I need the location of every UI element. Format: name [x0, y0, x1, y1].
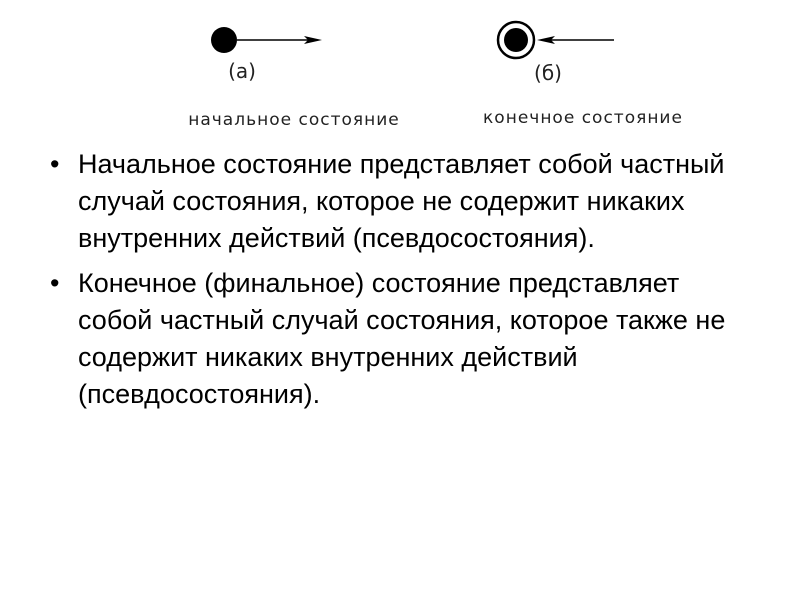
bullet-dot-icon: •	[50, 149, 60, 179]
initial-state-figure	[188, 27, 400, 130]
bullet-text-initial-state: Начальное состояние представляет собой частный случай состояния, которое не содержит никаких внутренних действий (псевдосостояния).	[78, 149, 725, 253]
final-state-dot-icon	[504, 28, 528, 52]
bullet-text-final-state: Конечное (финальное) состояние представляет собой частный случай состояния, которое также не содержит никаких внутренних действий (псевдосостояния).	[78, 268, 726, 409]
state-diagram	[0, 0, 800, 140]
initial-state-caption: начальное состояние	[188, 110, 400, 130]
bullet-item-final-state	[40, 265, 760, 413]
bullet-dot-icon: •	[50, 268, 60, 298]
final-state-figure	[483, 22, 683, 128]
final-state-caption: конечное состояние	[483, 108, 683, 128]
initial-marker-label: (а)	[228, 59, 256, 83]
initial-state-dot-icon	[211, 27, 237, 53]
state-diagram-svg	[0, 0, 800, 140]
bullet-list	[40, 146, 760, 421]
bullet-item-initial-state	[40, 146, 760, 257]
final-marker-label: (б)	[534, 61, 562, 85]
